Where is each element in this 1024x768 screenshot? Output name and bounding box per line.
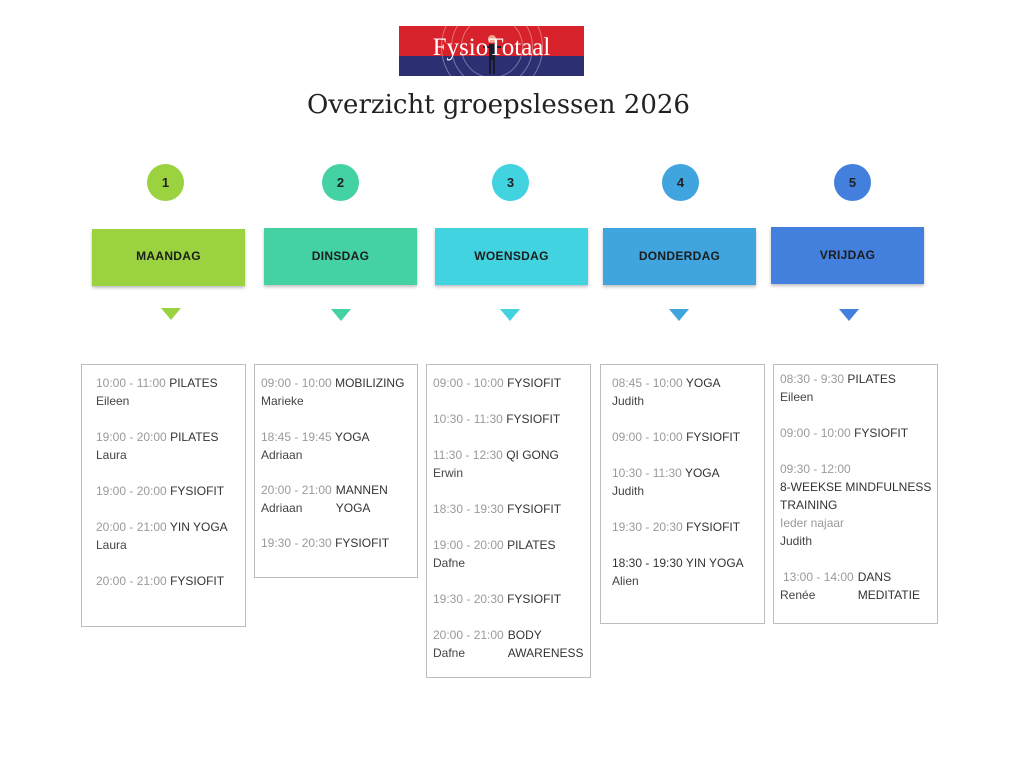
schedule-entry: 18:45 - 19:45 YOGA Adriaan bbox=[261, 430, 370, 462]
schedule-vrijdag bbox=[773, 364, 938, 624]
schedule-entry: 10:00 - 11:00 PILATES Eileen bbox=[96, 376, 218, 408]
schedule-woensdag bbox=[426, 364, 591, 678]
schedule-entry: 09:30 - 12:00 8-WEEKSE MINDFULNESS TRAINING Ieder najaar Judith bbox=[780, 462, 932, 548]
schedule-entry: 09:00 - 10:00 MOBILIZING Marieke bbox=[261, 376, 405, 408]
schedule-donderdag bbox=[600, 364, 765, 624]
day-header-maandag: MAANDAG bbox=[92, 229, 245, 286]
day-number-3: 3 bbox=[492, 164, 529, 201]
schedule-entry: 18:30 - 19:30 YIN YOGA Alien bbox=[612, 556, 744, 588]
page-title: Overzicht groepslessen 2026 bbox=[307, 90, 690, 120]
schedule-entry: 19:30 - 20:30 FYSIOFIT bbox=[612, 520, 741, 534]
schedule-entry: 20:00 - 21:00 BODY Dafne AWARENESS bbox=[433, 628, 584, 660]
schedule-entry: 20:00 - 21:00 YIN YOGA Laura bbox=[96, 520, 228, 552]
day-header-vrijdag: VRIJDAG bbox=[771, 227, 924, 284]
schedule-entry: 20:00 - 21:00 MANNEN Adriaan YOGA bbox=[261, 483, 388, 515]
schedule-entry: 09:00 - 10:00 FYSIOFIT bbox=[612, 430, 741, 444]
schedule-entry: 19:30 - 20:30 FYSIOFIT bbox=[261, 536, 390, 550]
down-arrow-icon bbox=[331, 309, 351, 321]
day-header-donderdag: DONDERDAG bbox=[603, 228, 756, 285]
schedule-entry: 09:00 - 10:00 FYSIOFIT bbox=[433, 376, 562, 390]
schedule-dinsdag bbox=[254, 364, 418, 578]
down-arrow-icon bbox=[500, 309, 520, 321]
schedule-entry: 10:30 - 11:30 YOGA Judith bbox=[612, 466, 720, 498]
schedule-entry: 08:45 - 10:00 YOGA Judith bbox=[612, 376, 721, 408]
day-header-woensdag: WOENSDAG bbox=[435, 228, 588, 285]
schedule-entry: 13:00 - 14:00 DANS Renée MEDITATIE bbox=[780, 570, 920, 602]
schedule-entry: 08:30 - 9:30 PILATES Eileen bbox=[780, 372, 896, 404]
schedule-entry: 10:30 - 11:30 FYSIOFIT bbox=[433, 412, 561, 426]
down-arrow-icon bbox=[161, 308, 181, 320]
schedule-entry: 20:00 - 21:00 FYSIOFIT bbox=[96, 574, 225, 588]
day-number-1: 1 bbox=[147, 164, 184, 201]
schedule-entry: 19:00 - 20:00 PILATES Laura bbox=[96, 430, 219, 462]
schedule-entry: 19:00 - 20:00 PILATES Dafne bbox=[433, 538, 556, 570]
logo-text: FysioTotaal bbox=[432, 34, 551, 61]
schedule-entry: 18:30 - 19:30 FYSIOFIT bbox=[433, 502, 562, 516]
down-arrow-icon bbox=[839, 309, 859, 321]
day-number-5: 5 bbox=[834, 164, 871, 201]
day-number-2: 2 bbox=[322, 164, 359, 201]
schedule-entry: 11:30 - 12:30 QI GONG Erwin bbox=[433, 448, 559, 480]
schedule-entry: 19:30 - 20:30 FYSIOFIT bbox=[433, 592, 562, 606]
schedule-entry: 19:00 - 20:00 FYSIOFIT bbox=[96, 484, 225, 498]
schedule-entry: 09:00 - 10:00 FYSIOFIT bbox=[780, 426, 909, 440]
day-header-dinsdag: DINSDAG bbox=[264, 228, 417, 285]
down-arrow-icon bbox=[669, 309, 689, 321]
schedule-maandag bbox=[81, 364, 246, 627]
day-number-4: 4 bbox=[662, 164, 699, 201]
fysiototaal-logo bbox=[399, 26, 584, 76]
